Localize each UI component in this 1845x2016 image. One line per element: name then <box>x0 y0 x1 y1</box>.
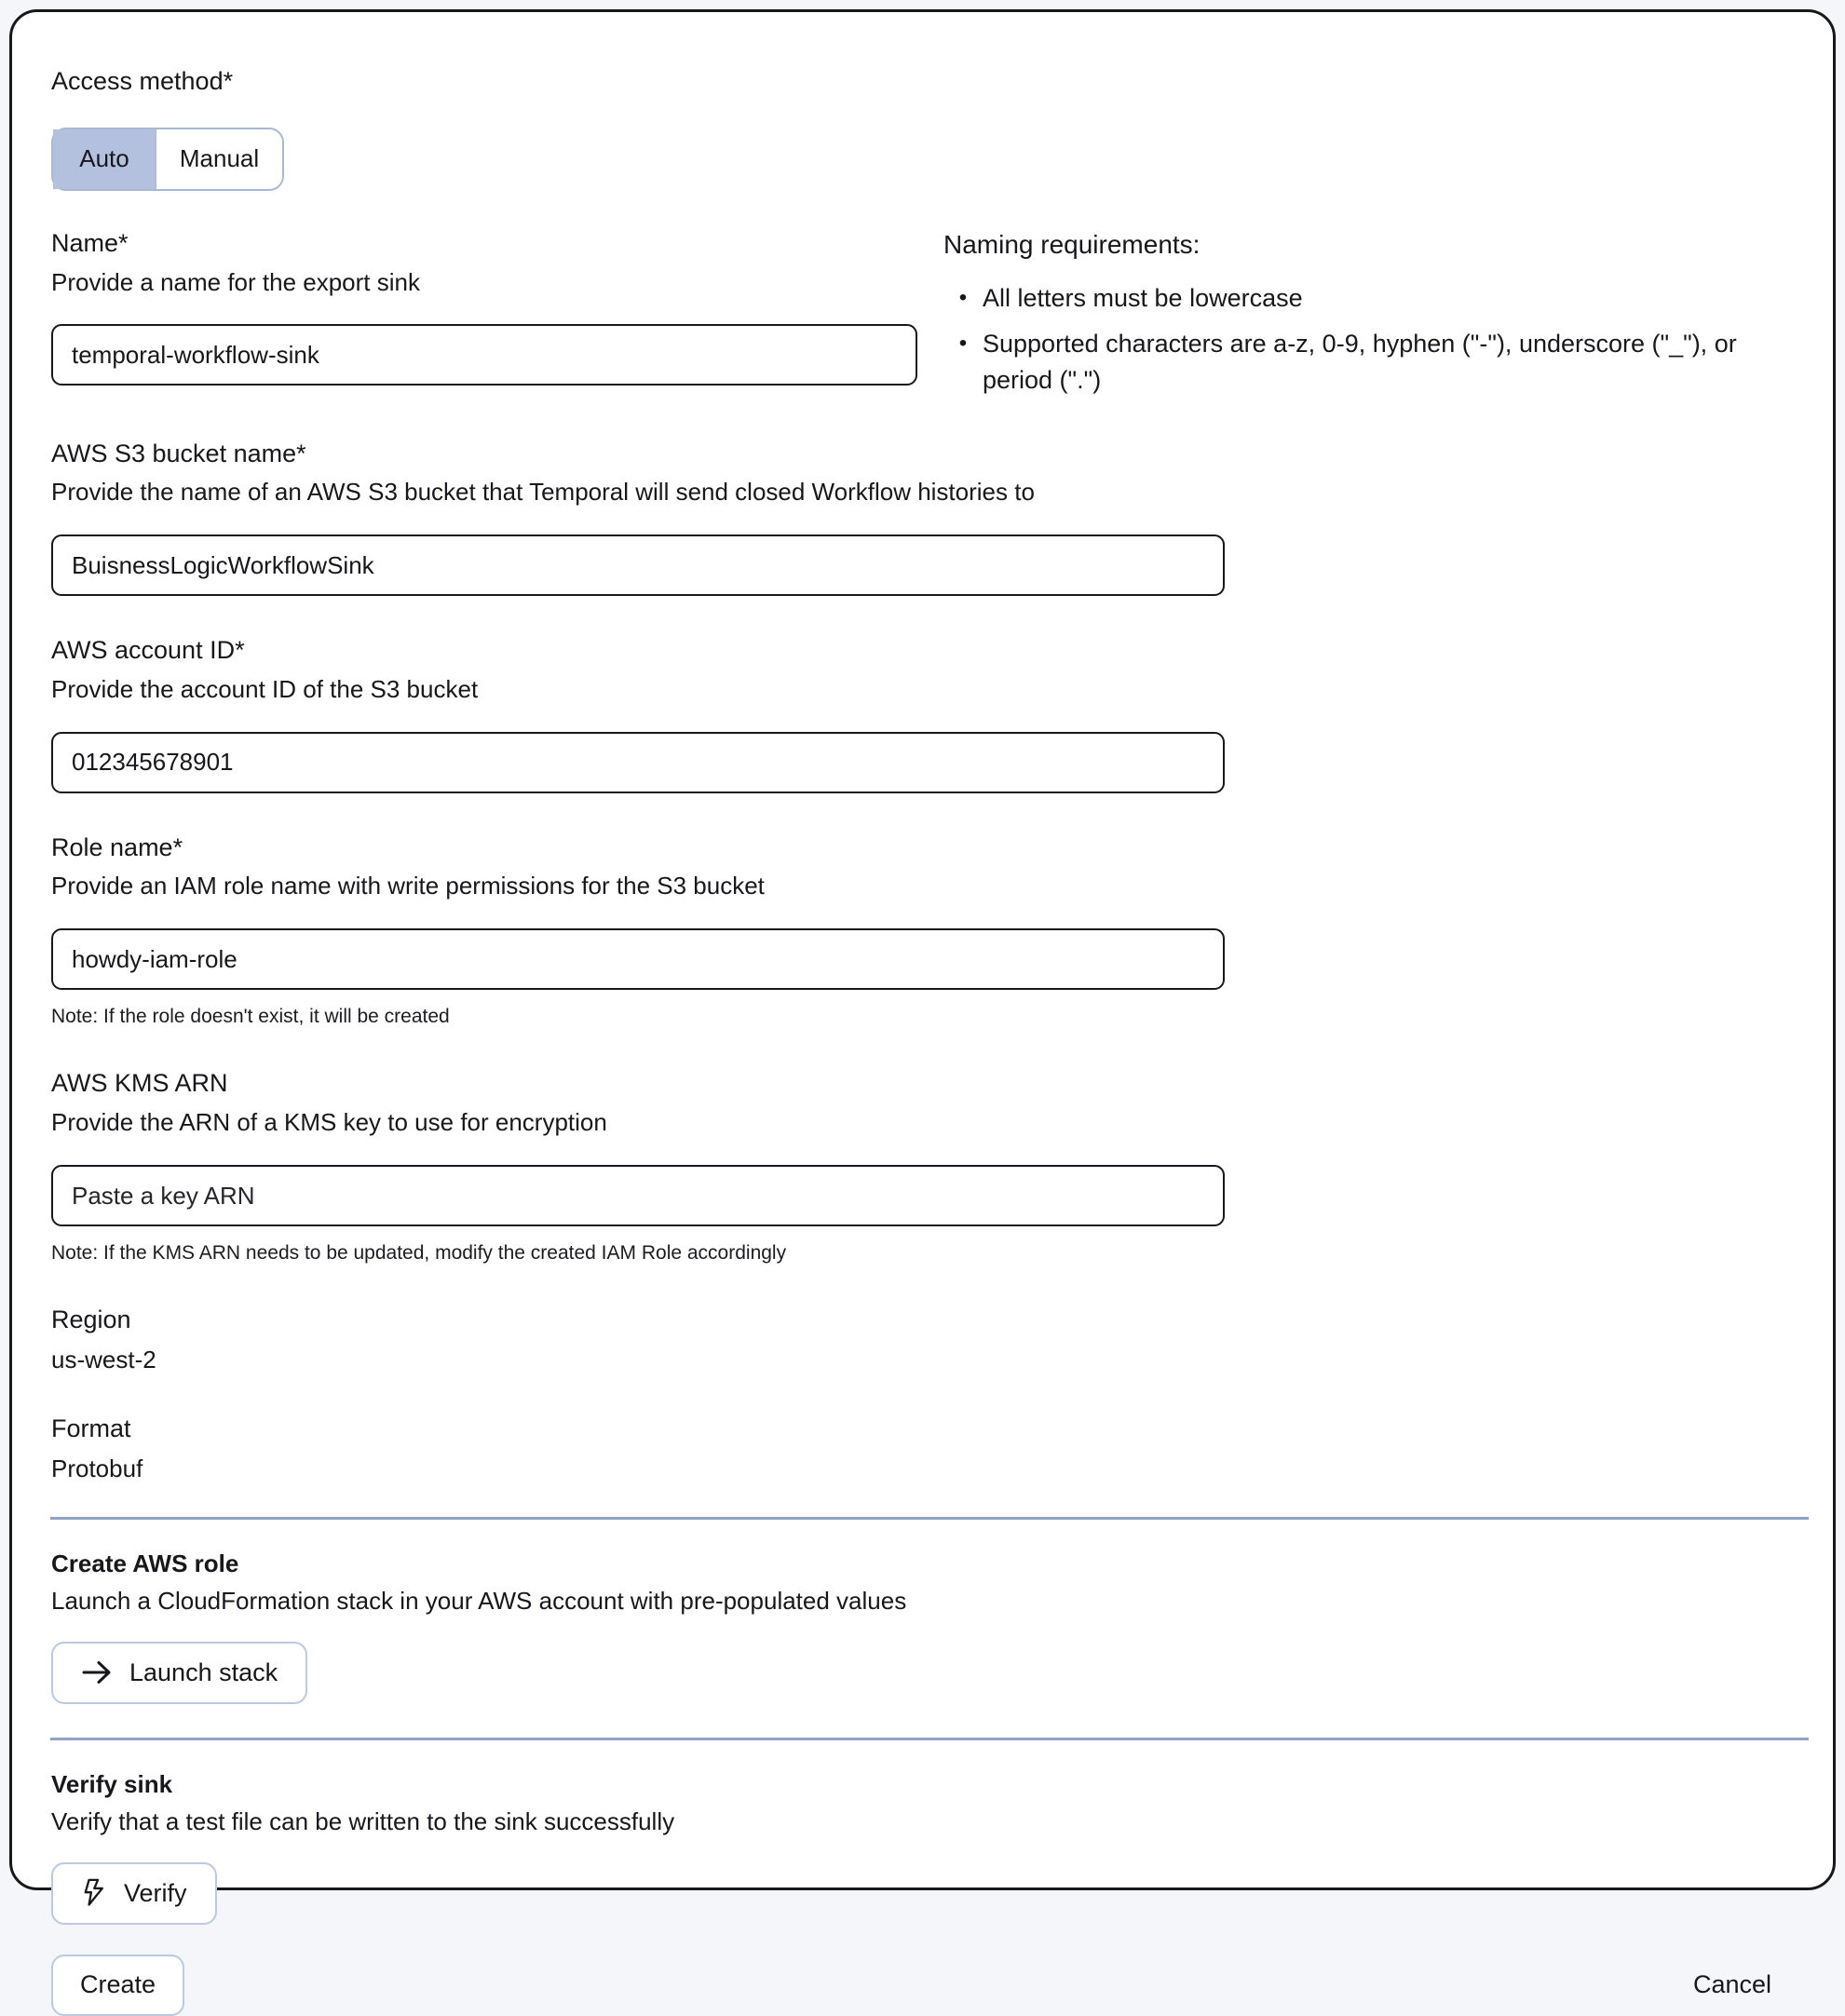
role-name-note: Note: If the role doesn't exist, it will be created <box>51 1006 450 1028</box>
create-aws-role-section <box>51 1549 1796 1704</box>
export-sink-form-card <box>9 9 1836 1999</box>
region-label: Region <box>51 1306 131 1334</box>
account-id-description: Provide the account ID of the S3 bucket <box>51 674 479 703</box>
naming-requirement-item: • All letters must be lowercase <box>943 280 1782 317</box>
verify-sink-title: Verify sink <box>51 1769 173 1798</box>
account-id-label: AWS account ID* <box>51 636 245 665</box>
role-name-label: Role name* <box>51 832 183 861</box>
kms-arn-field-group <box>51 1068 1796 1265</box>
role-name-field-group <box>51 832 1796 1030</box>
create-aws-role-title: Create AWS role <box>51 1549 239 1577</box>
form-actions-row <box>51 1955 1796 2016</box>
create-button[interactable]: Create <box>51 1955 184 2016</box>
region-readonly-group <box>51 1305 1796 1374</box>
name-input[interactable] <box>51 324 917 386</box>
create-aws-role-description: Launch a CloudFormation stack in your AWS account with pre-populated values <box>51 1586 907 1615</box>
s3-bucket-input[interactable] <box>51 534 1225 596</box>
arrow-right-icon <box>81 1658 113 1686</box>
role-name-description: Provide an IAM role name with write permissions for the S3 bucket <box>51 872 765 900</box>
cancel-button[interactable]: Cancel <box>1692 1970 1771 1999</box>
lightning-bolt-icon <box>81 1878 107 1908</box>
role-name-input[interactable] <box>51 928 1225 990</box>
kms-arn-input[interactable] <box>51 1165 1225 1226</box>
access-method-option-manual[interactable]: Manual <box>156 129 282 189</box>
kms-arn-note: Note: If the KMS ARN needs to be updated, modify the created IAM Role accordingly <box>51 1242 787 1264</box>
name-field-group <box>51 228 917 386</box>
s3-bucket-field-group <box>51 439 1796 597</box>
access-method-label: Access method* <box>51 67 234 95</box>
kms-arn-description: Provide the ARN of a KMS key to use for encryption <box>51 1108 607 1137</box>
name-label: Name* <box>51 228 129 257</box>
verify-sink-description: Verify that a test file can be written to the sink successfully <box>51 1806 675 1835</box>
access-method-toggle <box>51 128 284 191</box>
bullet-icon: • <box>958 285 968 311</box>
naming-requirements-list <box>943 280 1782 399</box>
s3-bucket-label: AWS S3 bucket name* <box>51 439 306 467</box>
kms-arn-label: AWS KMS ARN <box>51 1069 228 1098</box>
launch-stack-button[interactable] <box>51 1642 307 1704</box>
section-divider <box>50 1517 1809 1520</box>
format-readonly-group <box>51 1414 1796 1483</box>
naming-requirements-title: Naming requirements: <box>943 229 1201 259</box>
s3-bucket-description: Provide the name of an AWS S3 bucket that Temporal will send closed Workflow histories to <box>51 478 1035 507</box>
format-value: Protobuf <box>51 1454 143 1482</box>
bullet-icon: • <box>958 331 968 357</box>
account-id-input[interactable] <box>51 732 1225 793</box>
naming-requirement-item: • Supported characters are a-z, 0-9, hyphen ("-"), underscore ("_"), or period (".") <box>943 326 1782 399</box>
launch-stack-button-label: Launch stack <box>129 1657 278 1686</box>
verify-sink-section <box>51 1770 1796 1925</box>
region-value: us-west-2 <box>51 1346 156 1373</box>
section-divider <box>50 1738 1809 1740</box>
access-method-option-auto[interactable]: Auto <box>53 129 156 189</box>
account-id-field-group <box>51 635 1796 793</box>
name-and-requirements-row <box>51 228 1796 399</box>
name-description: Provide a name for the export sink <box>51 267 420 296</box>
verify-button-label: Verify <box>124 1878 187 1907</box>
naming-requirements <box>943 228 1782 399</box>
format-label: Format <box>51 1414 131 1442</box>
verify-button[interactable] <box>51 1862 217 1925</box>
